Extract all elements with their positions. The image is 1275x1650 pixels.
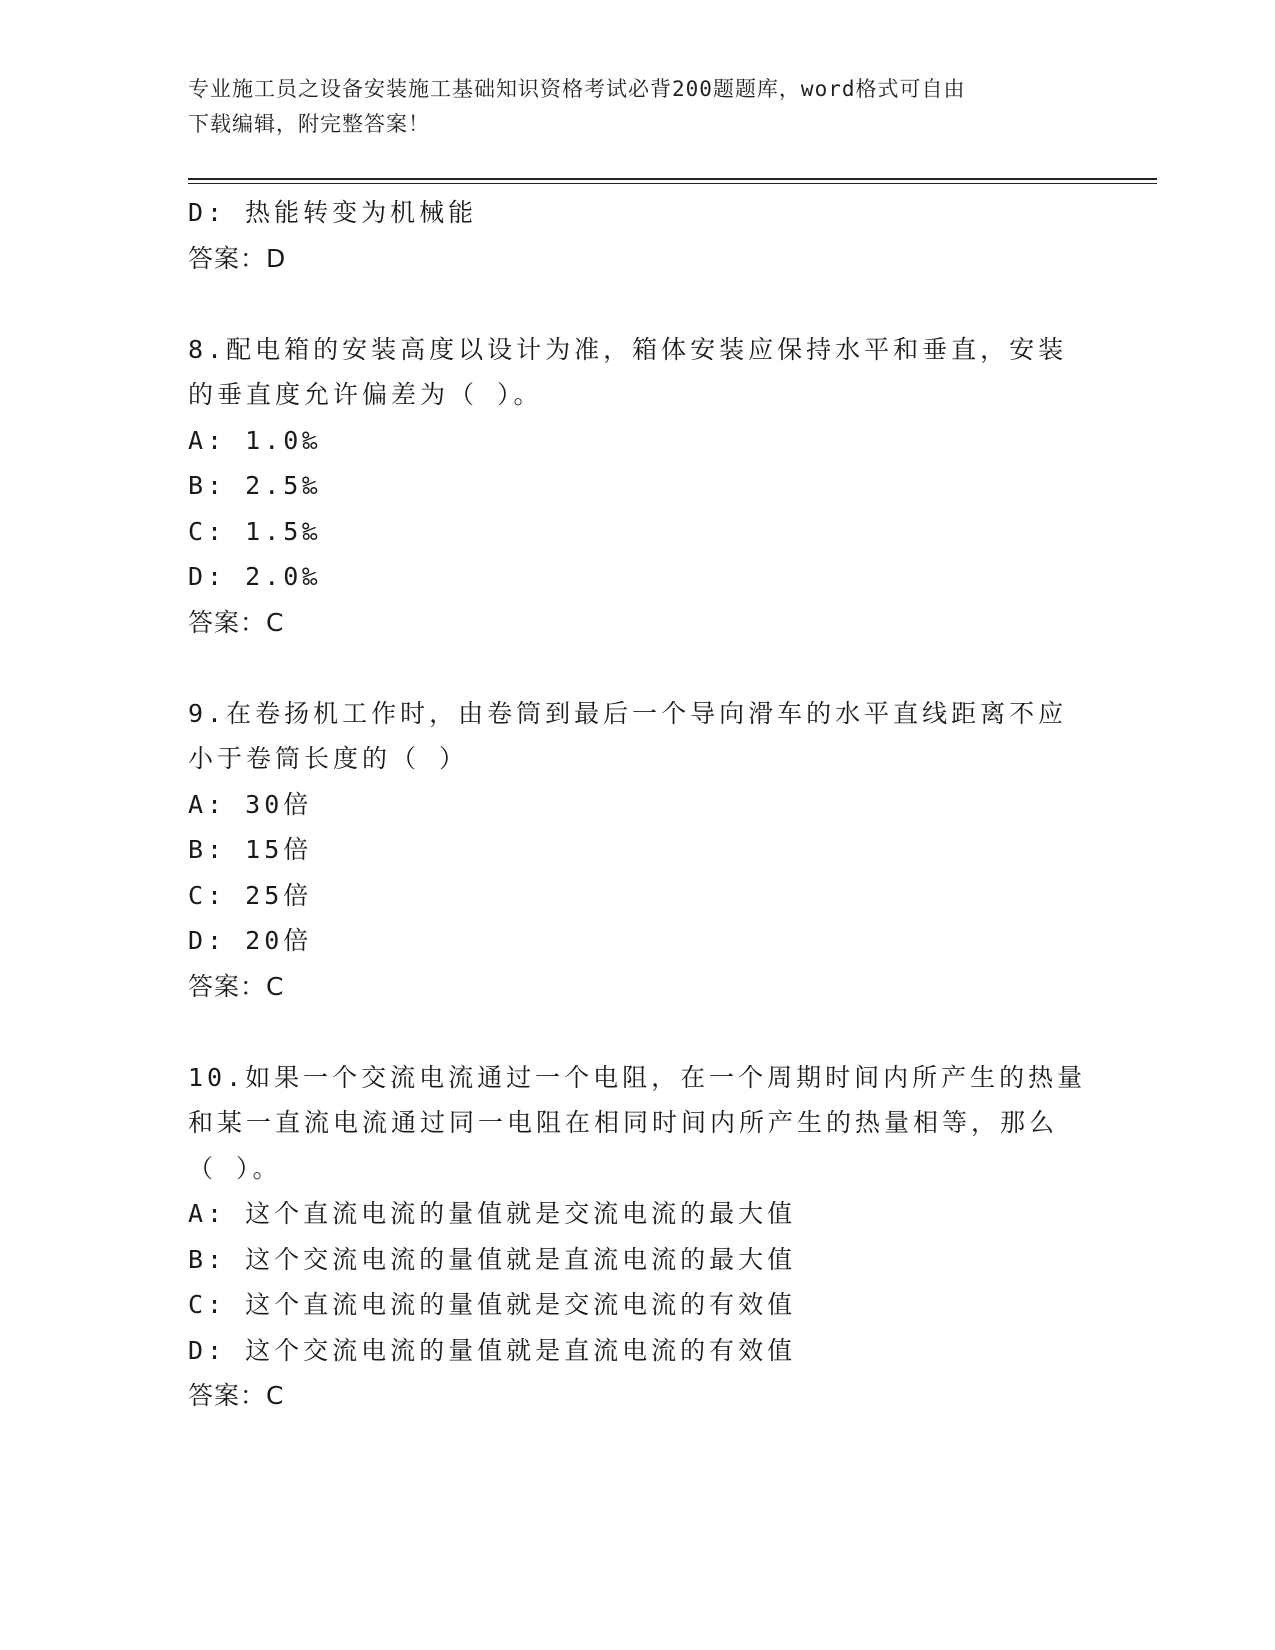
option-d: D: 2.0‰ (188, 562, 322, 591)
question-7-tail (188, 190, 1088, 281)
option-c: C: 25倍 (188, 880, 313, 910)
question-stem: 9.在卷扬机工作时，由卷筒到最后一个导向滑车的水平直线距离不应 (188, 698, 1068, 728)
question-stem: （ ）。 (188, 1153, 282, 1183)
question-10 (188, 1055, 1088, 1419)
question-stem: 8.配电箱的安装高度以设计为准，箱体安装应保持水平和垂直，安装 (188, 334, 1068, 364)
question-list (188, 190, 1088, 1419)
option-d: D: 热能转变为机械能 (188, 198, 478, 227)
option-d: D: 20倍 (188, 926, 313, 955)
spacer (188, 1009, 1088, 1055)
option-a: A: 1.0‰ (188, 425, 322, 455)
answer-label: 答案：C (188, 1381, 285, 1410)
question-stem: 和某一直流电流通过同一电阻在相同时间内所产生的热量相等，那么 (188, 1108, 1059, 1137)
question-8 (188, 327, 1088, 646)
option-b: B: 2.5‰ (188, 471, 322, 500)
answer-label: 答案：C (188, 607, 285, 637)
header-title-line-2: 下载编辑，附完整答案！ (188, 112, 430, 136)
question-stem: 10.如果一个交流电流通过一个电阻，在一个周期时间内所产生的热量 (188, 1062, 1087, 1092)
option-b: B: 15倍 (188, 835, 313, 864)
option-a: A: 30倍 (188, 789, 313, 819)
spacer (188, 645, 1088, 691)
header-divider-thin (188, 183, 1157, 184)
option-c: C: 1.5‰ (188, 516, 322, 546)
header-title-line-1: 专业施工员之设备安装施工基础知识资格考试必背200题题库，word格式可自由 (188, 77, 966, 101)
question-stem: 的垂直度允许偏差为（ ）。 (188, 380, 543, 409)
header-divider-thick (188, 178, 1157, 180)
question-9 (188, 691, 1088, 1010)
answer-label: 答案：D (188, 243, 287, 273)
question-stem: 小于卷筒长度的（ ） (188, 744, 469, 773)
option-b: B: 这个交流电流的量值就是直流电流的最大值 (188, 1244, 797, 1274)
option-c: C: 这个直流电流的量值就是交流电流的有效值 (188, 1290, 797, 1319)
option-d: D: 这个交流电流的量值就是直流电流的有效值 (188, 1335, 797, 1365)
answer-label: 答案：C (188, 971, 285, 1001)
option-a: A: 这个直流电流的量值就是交流电流的最大值 (188, 1199, 797, 1228)
spacer (188, 281, 1088, 327)
document-header (188, 72, 1068, 142)
